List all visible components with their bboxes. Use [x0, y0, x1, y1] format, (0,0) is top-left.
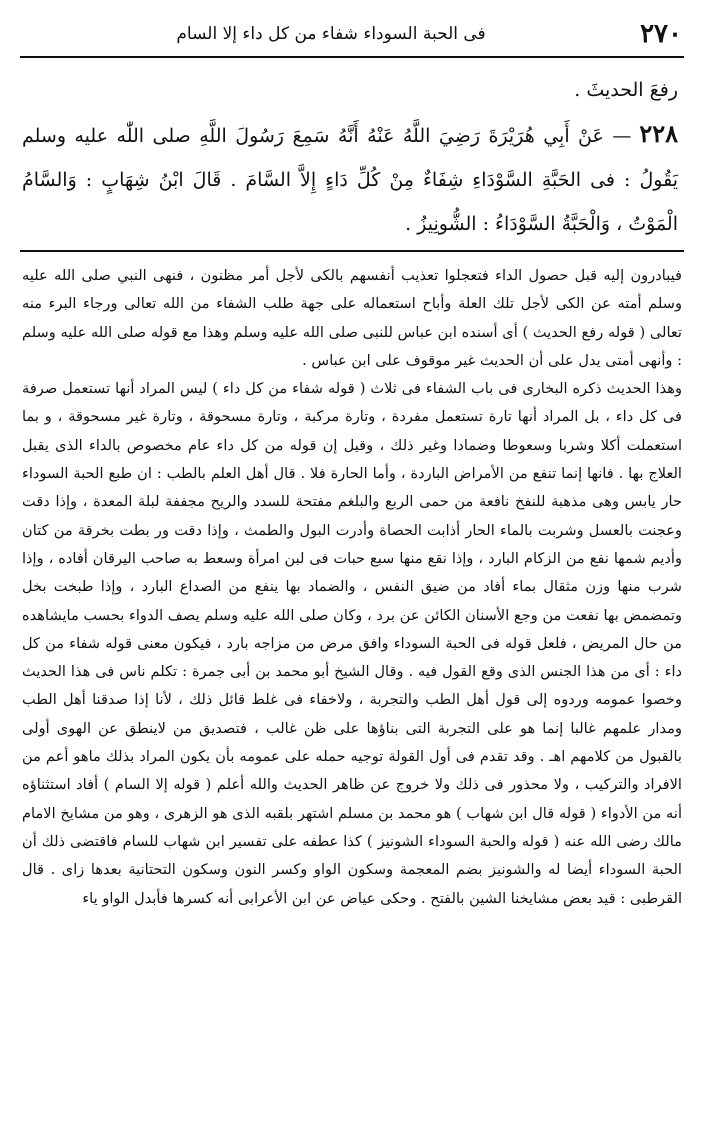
hadith-text: — عَنْ أَبِي هُرَيْرَةَ رَضِيَ اللَّهُ عَنْهُ أَنَّهُ سَمِعَ رَسُولَ اللَّهِ صلى اللّٰه عليه وسلم يَقُولُ : فى الحَبَّةِ السَّوْدَاءِ شِفَاءٌ مِنْ كُلِّ دَاءٍ إِلاَّ السَّامَ . قَالَ ابْنُ شِهَابٍ : وَالسَّامُ الْمَوْتُ ، وَالْحَبَّةُ السَّوْدَاءُ : الشُّونِيزُ .: [22, 125, 678, 235]
running-title: فى الحبة السوداء شفاء من كل داء إلا السام: [176, 24, 486, 44]
commentary-block: [22, 262, 682, 1118]
hadith-block: [22, 68, 678, 246]
commentary-paragraph: وهذا الحديث ذكره البخارى فى باب الشفاء فى ثلاث ( قوله شفاء من كل داء ) ليس المراد أنها تستعمل صرفة فى كل داء ، بل المراد أنها تارة تستعمل مفردة ، وتارة مركبة ، وتارة مسحوقة ، وتارة غير مسحوقة ، و بما استعملت أكلا وشربا وسعوطا وضمادا وغير ذلك ، وقيل إن قوله من كل داء عام مخصوص بالداء الذى يقبل العلاج بها . فانها إنما تنفع من الأمراض الباردة ، وأما الحارة فلا . قال أهل العلم بالطب : ان طبع الحبة السوداء حار يابس وهى مذهبة للنفخ نافعة من حمى الربع والبلغم مفتحة للسدد والريح مجففة لبلة المعدة ، وإذا دقت وعجنت بالعسل وشربت بالماء الحار أذابت الحصاة وأدرت البول والطمث ، وإذا دقت ور بطت بخرقة من كتان وأديم شمها نفع من الزكام البارد ، وإذا نقع منها سبع حبات فى لبن امرأة وسعط به صاحب اليرقان أفاده ، وإذا شرب منها وزن مثقال بماء أفاد من ضيق النفس ، والضماد بها ينفع من الصداع البارد ، وإذا طبخت بخل وتمضمض بها نفعت من وجع الأسنان الكائن عن برد ، وكان صلى الله عليه وسلم يصف الدواء بحسب مايشاهده من حال المريض ، فلعل قوله فى الحبة السوداء وافق مرض من مزاجه بارد ، فيكون معنى قوله شفاء من كل داء : أى من هذا الجنس الذى وقع القول فيه . وقال الشيخ أبو محمد بن أبى جمرة : تكلم ناس فى هذا الحديث وخصوا عمومه وردوه إلى قول أهل الطب والتجربة ، ولاخفاء فى غلط قائل ذلك ، لأنا إذا صدقنا أهل الطب ومدار علمهم غالبا إنما هو على التجربة التى بناؤها على ظن غالب ، فتصديق من لاينطق عن الهوى أولى بالقبول من كلامهم اهـ . وقد تقدم فى أول القولة توجيه حمله على عمومه بأن يكون المراد بذلك ماهو أعم من الافراد والتركيب ، ولا محذور فى ذلك ولا خروج عن ظاهر الحديث والله أعلم ( قوله إلا السام ) أفاد استثناؤه أنه من الأدواء ( قوله قال ابن شهاب ) هو محمد بن مسلم اشتهر بلقبه الذى هو الزهرى ، وهو من مشايخ الامام مالك رضى الله عنه ( قوله والحبة السوداء الشونيز ) كذا عطفه على تفسير ابن شهاب للسام فاقتضى ذلك أن الحبة السوداء أيضا له والشونيز بضم المعجمة وسكون الواو وكسر النون وسكون التحتانية بعدها زاى . قال القرطبى : قيد بعض مشايخنا الشين بالفتح . وحكى عياض عن ابن الأعرابى أنه كسرها فأبدل الواو ياء: [22, 380, 682, 907]
page-number: ٢٧٠: [640, 19, 682, 49]
page-header: [22, 14, 682, 54]
commentary-paragraph: فيبادرون إليه قبل حصول الداء فتعجلوا تعذيب أنفسهم بالكى لأجل أمر مظنون ، فنهى النبي صلى الله عليه وسلم أمته عن الكى لأجل تلك العلة وأباح استعماله على جهة طلب الشفاء من الله تعالى ورجاء البرء منه تعالى ( قوله رفع الحديث ) أى أسنده ابن عباس للنبى صلى الله عليه وسلم وهذا مع قوله صلى الله عليه وسلم : وأنهى أمتى يدل على أن الحديث غير موقوف على ابن عباس .: [22, 267, 682, 369]
hadith-number: ٢٢٨: [639, 119, 678, 148]
header-rule: [20, 56, 684, 58]
hadith-paragraph: [22, 112, 678, 246]
previous-hadith-ending: رفعَ الحديثَ .: [574, 79, 678, 101]
section-divider: [20, 250, 684, 252]
